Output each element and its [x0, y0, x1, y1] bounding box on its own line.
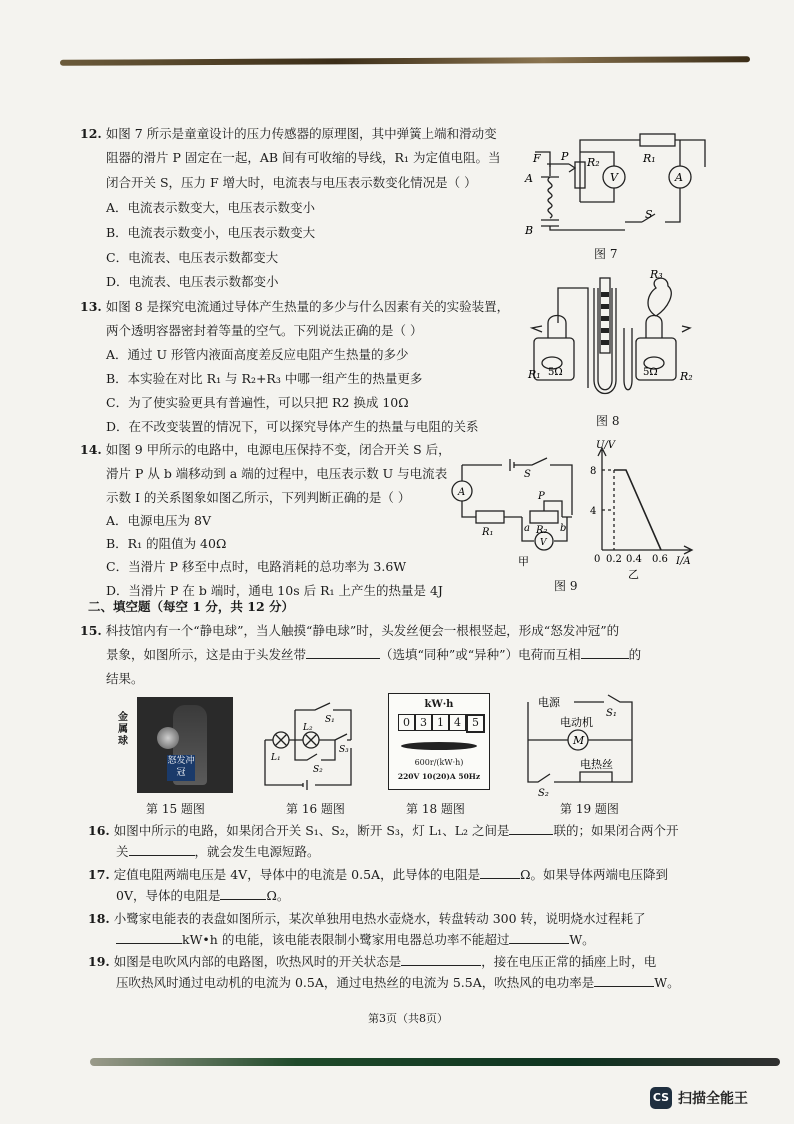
- q17-number: 17.: [88, 867, 110, 882]
- label-v: V: [610, 171, 618, 184]
- figure-8-caption: 图 8: [596, 414, 620, 428]
- label-5ohm-left: 5Ω: [548, 367, 563, 378]
- q18-number: 18.: [88, 911, 110, 926]
- label-p: P: [561, 150, 569, 163]
- q17-line2: [116, 887, 289, 905]
- label-p: P: [538, 491, 545, 502]
- camscanner-logo-icon: CS: [650, 1087, 672, 1109]
- q19-blank-2[interactable]: [594, 974, 654, 987]
- tick-y8: 8: [590, 466, 597, 477]
- graph-ylabel: U/V: [596, 440, 616, 451]
- meter-digit: 4: [449, 714, 466, 731]
- meter-digit: 1: [432, 714, 449, 731]
- tick-x02: 0.2: [606, 554, 622, 565]
- q17-blank-1[interactable]: [480, 866, 520, 879]
- figure-9-circuit: [452, 455, 582, 570]
- q19-blank-1[interactable]: [401, 953, 481, 966]
- q14-option-c: C．当滑片 P 移至中点时，电路消耗的总功率为 3.6W: [106, 559, 407, 574]
- meter-rate: 600r/(kW·h): [414, 758, 464, 767]
- scanner-watermark: [650, 1087, 748, 1109]
- label-s1: S₁: [325, 715, 335, 725]
- q19-text2a: 压吹热风时通过电动机的电流为 0.5A，通过电热丝的电流为 5.5A，吹热风的电功率是: [116, 975, 595, 990]
- resistor-r2: [530, 511, 558, 523]
- q12-option-a: A．电流表示数变大，电压表示数变小: [106, 200, 316, 215]
- label-r1: R₁: [528, 368, 541, 381]
- q12-text1: 如图 7 所示是童童设计的压力传感器的原理图，其中弹簧上端和滑动变: [105, 126, 497, 141]
- q16-text2a: 关: [116, 844, 129, 859]
- figure-15-caption: 第 15 题图: [146, 802, 205, 816]
- q16-text2b: ，就会发生电源短路。: [194, 844, 320, 859]
- meter-digit: 0: [398, 714, 415, 731]
- q12-option-c: C．电流表、电压表示数都变大: [106, 250, 279, 265]
- figure-9-graph: [580, 440, 700, 580]
- label-s1: S₁: [606, 708, 617, 719]
- q13-option-a: A．通过 U 形管内液面高度差反应电阻产生热量的多少: [106, 347, 409, 362]
- label-s3: S₃: [339, 745, 349, 755]
- label-l2: L₂: [303, 723, 313, 733]
- q14-text1: 如图 9 甲所示的电路中，电源电压保持不变，闭合开关 S 后，: [105, 442, 451, 457]
- q19-text1b: ，接在电压正常的插座上时，电: [481, 954, 657, 969]
- q12-option-b: B．电流表示数变小，电压表示数变大: [106, 225, 316, 240]
- meter-digit: 3: [415, 714, 432, 731]
- label-s: S: [524, 469, 531, 480]
- q14-line3: 示数 I 的关系图象如图乙所示，下列判断正确的是（ ）: [106, 490, 411, 505]
- figure-18-energy-meter: [388, 693, 490, 790]
- figure-9-caption: 图 9: [554, 579, 578, 593]
- label-r3: R₃: [650, 268, 663, 281]
- figure-19-circuit: [520, 692, 645, 799]
- q16-text1: 如图中所示的电路，如果闭合开关 S₁、S₂，断开 S₃，灯 L₁、L₂ 之间是: [113, 823, 510, 838]
- meter-spec: 220V 10(20)A 50Hz: [397, 772, 481, 781]
- page-number: 第3页（共8页）: [368, 1012, 448, 1025]
- label-5ohm-right: 5Ω: [643, 367, 658, 378]
- resistor-r1: [476, 511, 504, 523]
- q17-text2b: Ω。: [266, 888, 290, 903]
- q19-line1: [88, 953, 656, 971]
- meter-unit: kW·h: [424, 699, 454, 710]
- label-r2: R₂: [680, 370, 693, 383]
- photo-sign: 怒发冲冠: [167, 755, 195, 781]
- figure-16-caption: 第 16 题图: [286, 802, 345, 816]
- q13-line2: 两个透明容器密封着等量的空气。下列说法正确的是（ ）: [106, 323, 423, 338]
- label-b: B: [525, 224, 534, 237]
- section-fill-in-title: 二、填空题（每空 1 分，共 12 分）: [88, 599, 295, 614]
- q15-line1: [80, 622, 619, 640]
- label-m: M: [573, 734, 585, 747]
- label-s2: S₂: [313, 765, 323, 775]
- q18-blank-2[interactable]: [509, 931, 569, 944]
- figure-19-caption: 第 19 题图: [560, 802, 619, 816]
- label-f: F: [533, 152, 541, 165]
- label-r2: R₂: [587, 156, 600, 169]
- q13-text1: 如图 8 是探究电流通过导体产生热量的多少与什么因素有关的实验装置，: [105, 299, 510, 314]
- label-ammeter: A: [675, 171, 683, 184]
- q18-text2b: W。: [569, 932, 595, 947]
- q12-line2: 阻器的滑片 P 固定在一起，AB 间有可收缩的导线，R₁ 为定值电阻。当: [106, 150, 501, 165]
- q16-number: 16.: [88, 823, 110, 838]
- metal-ball-icon: [157, 727, 179, 749]
- q16-blank-1[interactable]: [509, 822, 553, 835]
- caption-jia: 甲: [518, 555, 529, 568]
- resistor-r3-coil: [648, 278, 671, 316]
- label-b-end: b: [560, 523, 567, 534]
- q15-text1: 科技馆内有一个“静电球”，当人触摸“静电球”时，头发丝便会一根根竖起，形成“怒发冲冠”的: [105, 623, 620, 638]
- meter-digits: [398, 714, 485, 733]
- y-axis: [598, 448, 606, 550]
- label-s2: S₂: [538, 788, 549, 799]
- label-heater: 电热丝: [580, 758, 613, 771]
- scan-edge-bottom: [90, 1058, 780, 1066]
- q15-line2: 景象，如图所示，这是由于头发丝带 （选填“同种”或“异种”）电荷而互相 的: [106, 647, 642, 662]
- q14-line1: [80, 441, 451, 459]
- q18-text1: 小鹭家电能表的表盘如图所示，某次单独用电热水壶烧水，转盘转动 300 转，说明烧水过程耗了: [113, 911, 646, 926]
- label-r2: R₂: [536, 525, 548, 536]
- tick-y4: 4: [590, 506, 597, 517]
- x-axis: [602, 546, 692, 554]
- q14-option-a: A．电源电压为 8V: [106, 513, 211, 528]
- q19-number: 19.: [88, 954, 110, 969]
- q16-text1b: 联的；如果闭合两个开: [553, 823, 679, 838]
- label-v: V: [540, 538, 547, 548]
- q14-line2: 滑片 P 从 b 端移动到 a 端的过程中，电压表示数 U 与电流表: [106, 466, 448, 481]
- q17-line1: [88, 866, 668, 884]
- caption-yi: 乙: [628, 568, 639, 581]
- q18-line1: [88, 910, 646, 928]
- q19-line2: [116, 974, 680, 992]
- q14-option-d: D．当滑片 P 在 b 端时，通电 10s 后 R₁ 上产生的热量是 4J: [106, 583, 443, 598]
- q17-text1b: Ω。如果导体两端电压降到: [520, 867, 668, 882]
- q14-number: 14.: [80, 442, 102, 457]
- q13-line1: [80, 298, 509, 316]
- figure-8-apparatus: [528, 268, 698, 403]
- q14-option-b: B．R₁ 的阻值为 40Ω: [106, 536, 227, 551]
- label-l1: L₁: [271, 753, 281, 763]
- q16-line2: [116, 843, 320, 861]
- q12-option-d: D．电流表、电压表示数都变小: [106, 274, 279, 289]
- label-a: A: [458, 487, 466, 498]
- q17-text2a: 0V，导体的电阻是: [116, 888, 221, 903]
- q19-text2b: W。: [654, 975, 680, 990]
- q12-line3: 闭合开关 S，压力 F 增大时，电流表与电压表示数变化情况是（ ）: [106, 175, 477, 190]
- label-r1: R₁: [643, 152, 656, 165]
- label-a: A: [525, 172, 533, 185]
- watermark-text: 扫描全能王: [678, 1091, 748, 1107]
- q16-blank-2[interactable]: [129, 843, 195, 856]
- q15-text2a: 景象，如图所示，这是由于头发丝带: [106, 647, 307, 662]
- q12-line1: [80, 125, 497, 143]
- tick-x06: 0.6: [652, 554, 668, 565]
- q13-option-c: C．为了使实验更具有普遍性，可以只把 R2 换成 10Ω: [106, 395, 409, 410]
- q15-text2b: （选填“同种”或“异种”）电荷而互相: [380, 647, 581, 662]
- q15-blank-2[interactable]: [581, 646, 629, 659]
- resistor-r1: [640, 134, 675, 146]
- label-r1: R₁: [482, 527, 494, 538]
- figure-7-caption: 图 7: [594, 247, 618, 261]
- q18-blank-1[interactable]: [116, 931, 182, 944]
- q13-option-b: B．本实验在对比 R₁ 与 R₂+R₃ 中哪一组产生的热量更多: [106, 371, 423, 386]
- q19-text1a: 如图是电吹风内部的电路图，吹热风时的开关状态是: [113, 954, 402, 969]
- q15-number: 15.: [80, 623, 102, 638]
- q18-text2a: kW•h 的电能，该电能表限制小鹭家用电器总功率不能超过: [182, 932, 510, 947]
- label-s: S: [645, 208, 653, 221]
- q17-blank-2[interactable]: [220, 887, 266, 900]
- label-a-end: a: [524, 523, 530, 534]
- scan-edge-top: [60, 56, 750, 66]
- q15-blank-1[interactable]: [306, 646, 380, 659]
- q18-line2: [116, 931, 595, 949]
- q15-line3: 结果。: [106, 671, 144, 686]
- tick-x04: 0.4: [626, 554, 642, 565]
- graph-xlabel: I/A: [676, 556, 691, 567]
- figure-18-caption: 第 18 题图: [406, 802, 465, 816]
- q13-option-d: D．在不改变装置的情况下，可以探究导体产生的热量与电阻的关系: [106, 419, 479, 434]
- tick-x0: 0: [594, 554, 601, 565]
- data-line: [614, 470, 661, 550]
- q17-text1a: 定值电阻两端电压是 4V，导体中的电流是 0.5A，此导体的电阻是: [113, 867, 481, 882]
- figure-16-circuit: [255, 700, 360, 795]
- photo-label-metal-ball: 金属球: [118, 712, 128, 747]
- q12-number: 12.: [80, 126, 102, 141]
- q13-number: 13.: [80, 299, 102, 314]
- q16-line1: [88, 822, 679, 840]
- meter-disc-icon: [401, 742, 477, 750]
- figure-15-photo: [137, 697, 233, 793]
- label-power: 电源: [538, 696, 560, 709]
- meter-digit-decimal: 5: [466, 714, 485, 733]
- label-motor: 电动机: [560, 716, 593, 729]
